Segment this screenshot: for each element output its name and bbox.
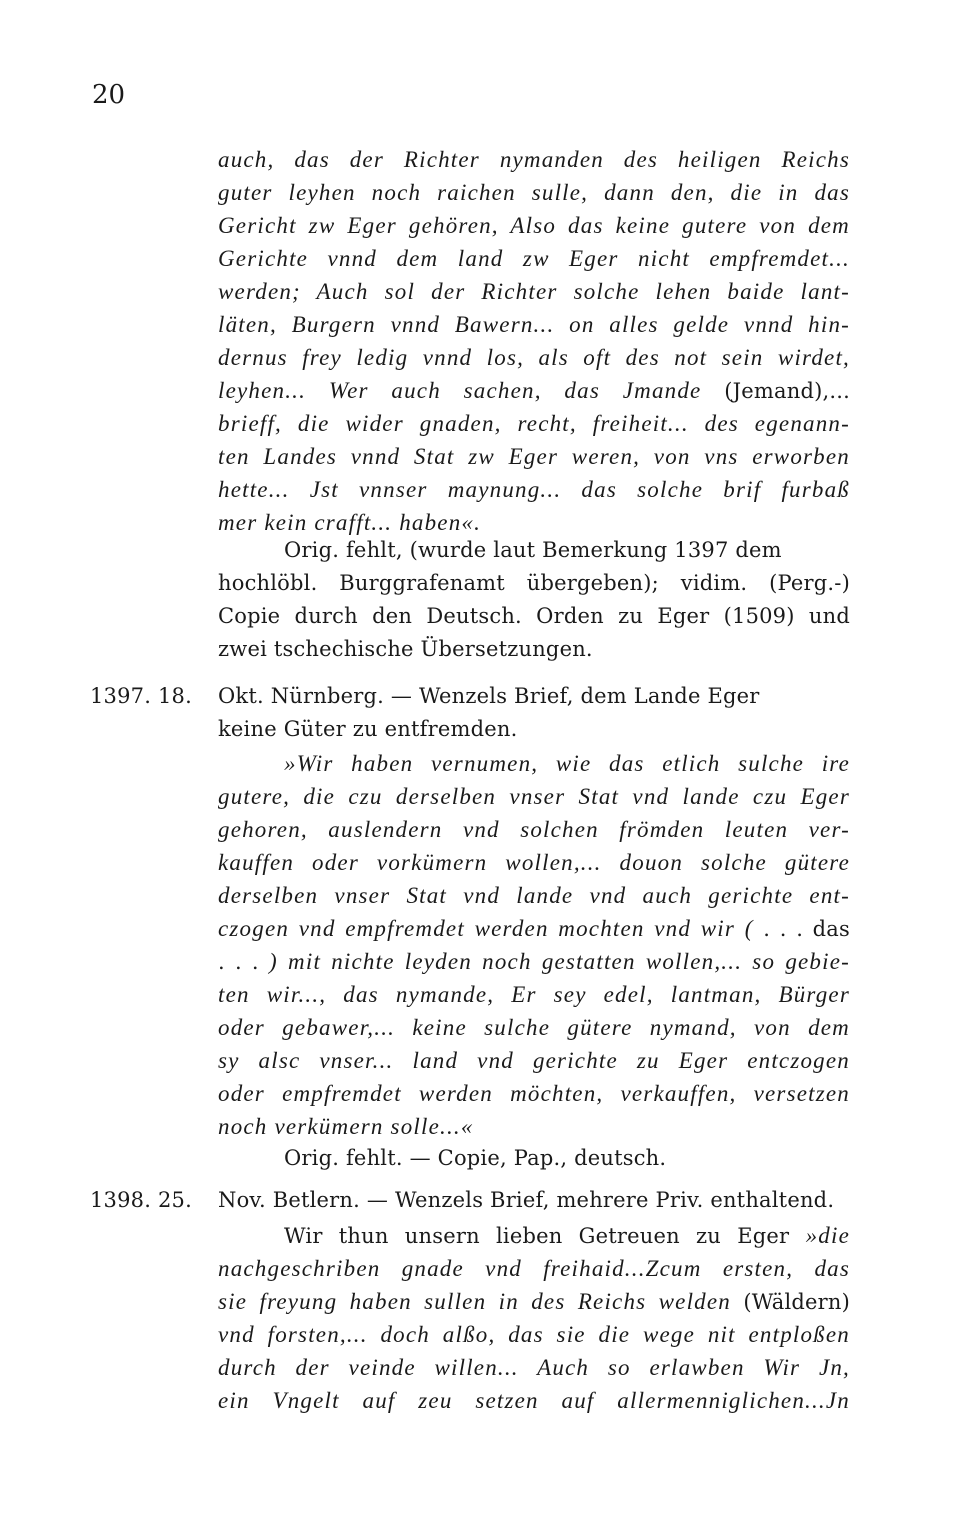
quote-line: ten wir..., das nymande, Er sey edel, lantman, Bürger [218,982,850,1007]
quote-line: guter leyhen noch raichen sulle, dann den, die in das [218,180,850,205]
quote-line: ein Vngelt auf zeu setzen auf allermenniglichen...Jn [218,1388,850,1413]
quote-italic-part: ) mit nichte leyden noch gestatten wollen,... so gebie- [269,949,850,974]
third-quote [218,1219,850,1417]
editorial-gloss: (Jemand),... [724,379,850,403]
entry-date: 1397. 18. [90,684,192,708]
quote-line: durch der veinde willen... Auch so erlawben Wir Jn, [218,1355,850,1380]
quote-line: oder gebawer,... keine sulche gütere nymand, von dem [218,1015,850,1040]
quote-italic-part: czogen vnd empfremdet werden mochten vnd wir ( [218,916,754,941]
quote-line: kauffen oder vorkümern wollen,... douon solche gütere [218,850,850,875]
editorial-gloss: . . . [218,950,259,974]
quote-line-mixed [218,912,850,945]
quote-line: dernus frey ledig vnnd los, als oft des not sein wirdet, [218,345,850,370]
entry-1398-heading [90,1184,852,1217]
first-note [218,534,850,666]
first-quote [218,143,850,539]
entry-heading-line [90,680,852,713]
quote-line: »Wir haben vernumen, wie das etlich sulche ire [284,751,850,776]
page-number: 20 [92,80,126,110]
entry-1397-heading [90,680,852,746]
quote-line: hette... Jst vnnser maynung... das solche brif furbaß [218,477,850,502]
note-line: Orig. fehlt. — Copie, Pap., deutsch. [284,1146,667,1170]
quote-line: werden; Auch sol der Richter solche lehen baide lant- [218,279,850,304]
note-line: hochlöbl. Burggrafenamt übergeben); vidim. (Perg.-) [218,571,850,595]
entry-title: Nov. Betlern. — Wenzels Brief, mehrere Priv. enthaltend. [218,1188,835,1212]
quote-line: auch, das der Richter nymanden des heiligen Reichs [218,147,850,172]
entry-date: 1398. 25. [90,1188,192,1212]
quote-line: noch verkümern solle...« [218,1114,474,1139]
quote-line: gutere, die czu derselben vnser Stat vnd lande czu Eger [218,784,850,809]
quote-line: brieff, die wider gnaden, recht, freiheit... des egenann- [218,411,850,436]
quote-line: Gerichte vnnd dem land zw Eger nicht empfremdet... [218,246,850,271]
entry-heading-cont: keine Güter zu entfremden. [218,717,518,741]
note-line: Orig. fehlt, (wurde laut Bemerkung 1397 dem [284,538,782,562]
quote-line: ten Landes vnnd Stat zw Eger weren, von vns erworben [218,444,850,469]
editorial-gloss: (Wäldern) [743,1290,850,1314]
editorial-gloss: . . . das [763,917,851,941]
quote-line: mer kein crafft... haben«. [218,510,482,535]
quote-line: oder empfremdet werden möchten, verkauffen, versetzen [218,1081,850,1106]
entry-title: Okt. Nürnberg. — Wenzels Brief, dem Lande Eger [218,684,760,708]
note-line: zwei tschechische Übersetzungen. [218,637,593,661]
quote-line: Gericht zw Eger gehören, Also das keine gutere von dem [218,213,850,238]
intro-text: Wir thun unsern lieben Getreuen zu Eger [284,1224,790,1248]
quote-line-mixed [218,374,850,407]
note-line: Copie durch den Deutsch. Orden zu Eger (1509) und [218,604,850,628]
second-note [218,1142,850,1175]
second-quote [218,747,850,1143]
quote-line: sy alsc vnser... land vnd gerichte zu Eger entczogen [218,1048,850,1073]
entry-heading-line [90,1184,852,1217]
quote-italic-part: »die [805,1223,850,1248]
quote-line: vnd forsten,... doch alßo, das sie die wege nit entploßen [218,1322,850,1347]
quote-line: derselben vnser Stat vnd lande vnd auch gerichte ent- [218,883,850,908]
quote-line: gehoren, auslendern vnd solchen frömden leuten ver- [218,817,850,842]
quote-italic-part: sie freyung haben sullen in des Reichs welden [218,1289,731,1314]
quote-line-mixed [218,945,850,978]
quote-line: nachgeschriben gnade vnd freihaid...Zcum ersten, das [218,1256,850,1281]
quote-line-mixed [218,1285,850,1318]
quote-line-mixed [218,1219,850,1252]
quote-italic-part: leyhen... Wer auch sachen, das Jmande [218,378,702,403]
quote-line: läten, Burgern vnnd Bawern... on alles gelde vnnd hin- [218,312,850,337]
